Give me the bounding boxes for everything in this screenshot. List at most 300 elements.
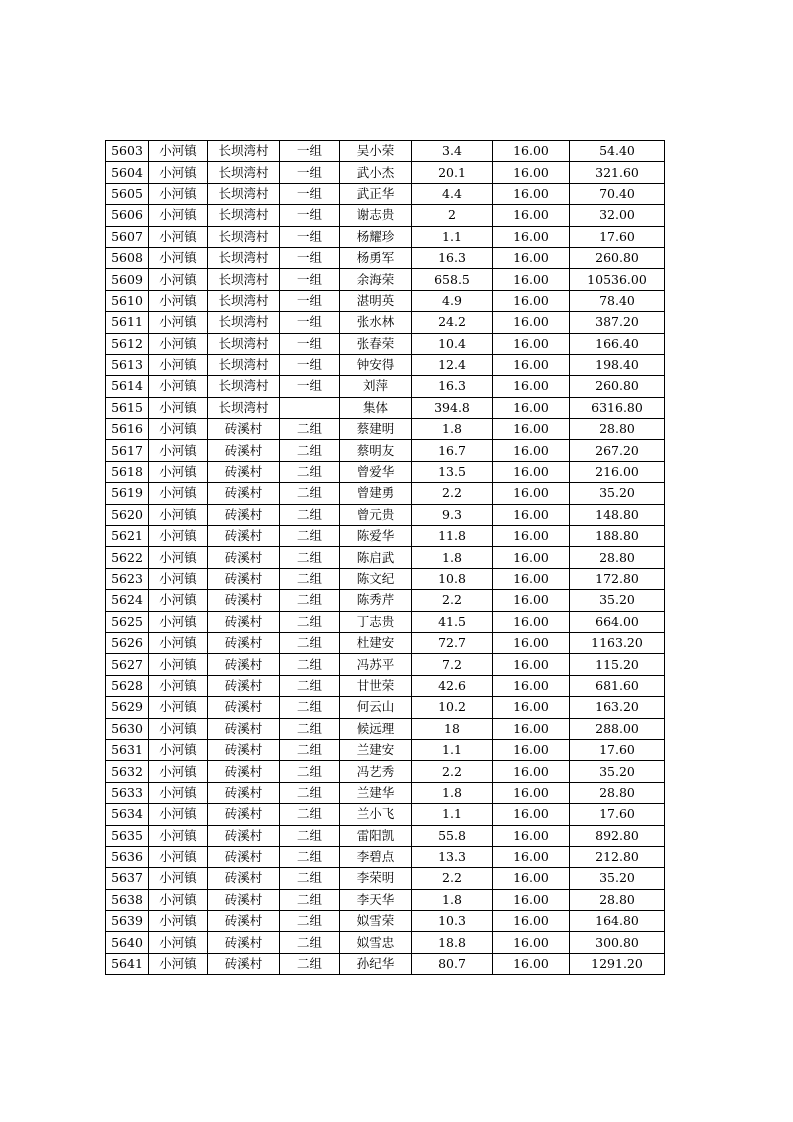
town-cell: 小河镇 xyxy=(149,440,208,461)
amount-cell: 6316.80 xyxy=(570,397,665,418)
group-cell: 二组 xyxy=(280,697,340,718)
amount-cell: 17.60 xyxy=(570,804,665,825)
name-cell: 兰建安 xyxy=(340,739,412,760)
amount-cell: 1163.20 xyxy=(570,632,665,653)
town-cell: 小河镇 xyxy=(149,889,208,910)
row-number-cell: 5614 xyxy=(106,376,149,397)
unit-price-cell: 16.00 xyxy=(493,953,570,974)
town-cell: 小河镇 xyxy=(149,611,208,632)
area-cell: 12.4 xyxy=(412,354,493,375)
town-cell: 小河镇 xyxy=(149,932,208,953)
village-cell: 长坝湾村 xyxy=(208,397,280,418)
group-cell: 二组 xyxy=(280,526,340,547)
name-cell: 李天华 xyxy=(340,889,412,910)
row-number-cell: 5612 xyxy=(106,333,149,354)
table-row xyxy=(106,183,665,204)
unit-price-cell: 16.00 xyxy=(493,141,570,162)
table-row xyxy=(106,611,665,632)
name-cell: 兰小飞 xyxy=(340,804,412,825)
amount-cell: 321.60 xyxy=(570,162,665,183)
amount-cell: 681.60 xyxy=(570,675,665,696)
group-cell: 二组 xyxy=(280,889,340,910)
unit-price-cell: 16.00 xyxy=(493,568,570,589)
village-cell: 砖溪村 xyxy=(208,697,280,718)
row-number-cell: 5625 xyxy=(106,611,149,632)
table-row xyxy=(106,162,665,183)
unit-price-cell: 16.00 xyxy=(493,761,570,782)
row-number-cell: 5618 xyxy=(106,461,149,482)
town-cell: 小河镇 xyxy=(149,526,208,547)
area-cell: 24.2 xyxy=(412,312,493,333)
town-cell: 小河镇 xyxy=(149,825,208,846)
town-cell: 小河镇 xyxy=(149,354,208,375)
table-row xyxy=(106,632,665,653)
group-cell: 二组 xyxy=(280,568,340,589)
town-cell: 小河镇 xyxy=(149,632,208,653)
row-number-cell: 5622 xyxy=(106,547,149,568)
amount-cell: 17.60 xyxy=(570,226,665,247)
unit-price-cell: 16.00 xyxy=(493,504,570,525)
group-cell: 二组 xyxy=(280,804,340,825)
town-cell: 小河镇 xyxy=(149,568,208,589)
town-cell: 小河镇 xyxy=(149,675,208,696)
village-cell: 砖溪村 xyxy=(208,761,280,782)
area-cell: 18 xyxy=(412,718,493,739)
town-cell: 小河镇 xyxy=(149,804,208,825)
town-cell: 小河镇 xyxy=(149,911,208,932)
group-cell: 二组 xyxy=(280,504,340,525)
village-cell: 砖溪村 xyxy=(208,825,280,846)
amount-cell: 78.40 xyxy=(570,290,665,311)
table-row xyxy=(106,932,665,953)
row-number-cell: 5609 xyxy=(106,269,149,290)
town-cell: 小河镇 xyxy=(149,376,208,397)
unit-price-cell: 16.00 xyxy=(493,718,570,739)
table-body xyxy=(106,141,665,975)
table-row xyxy=(106,333,665,354)
amount-cell: 387.20 xyxy=(570,312,665,333)
village-cell: 砖溪村 xyxy=(208,739,280,760)
unit-price-cell: 16.00 xyxy=(493,290,570,311)
name-cell: 刘萍 xyxy=(340,376,412,397)
area-cell: 16.7 xyxy=(412,440,493,461)
area-cell: 18.8 xyxy=(412,932,493,953)
village-cell: 砖溪村 xyxy=(208,782,280,803)
group-cell: 二组 xyxy=(280,654,340,675)
row-number-cell: 5619 xyxy=(106,483,149,504)
unit-price-cell: 16.00 xyxy=(493,932,570,953)
town-cell: 小河镇 xyxy=(149,290,208,311)
amount-cell: 198.40 xyxy=(570,354,665,375)
unit-price-cell: 16.00 xyxy=(493,312,570,333)
name-cell: 钟安得 xyxy=(340,354,412,375)
amount-cell: 212.80 xyxy=(570,846,665,867)
group-cell: 二组 xyxy=(280,611,340,632)
row-number-cell: 5621 xyxy=(106,526,149,547)
area-cell: 13.3 xyxy=(412,846,493,867)
group-cell: 一组 xyxy=(280,141,340,162)
row-number-cell: 5630 xyxy=(106,718,149,739)
group-cell: 一组 xyxy=(280,312,340,333)
amount-cell: 664.00 xyxy=(570,611,665,632)
row-number-cell: 5617 xyxy=(106,440,149,461)
town-cell: 小河镇 xyxy=(149,868,208,889)
area-cell: 394.8 xyxy=(412,397,493,418)
village-cell: 砖溪村 xyxy=(208,611,280,632)
row-number-cell: 5628 xyxy=(106,675,149,696)
area-cell: 1.1 xyxy=(412,739,493,760)
row-number-cell: 5608 xyxy=(106,247,149,268)
village-cell: 砖溪村 xyxy=(208,718,280,739)
unit-price-cell: 16.00 xyxy=(493,739,570,760)
table-row xyxy=(106,461,665,482)
name-cell: 余海荣 xyxy=(340,269,412,290)
area-cell: 2.2 xyxy=(412,483,493,504)
area-cell: 10.8 xyxy=(412,568,493,589)
row-number-cell: 5604 xyxy=(106,162,149,183)
unit-price-cell: 16.00 xyxy=(493,911,570,932)
group-cell: 二组 xyxy=(280,953,340,974)
row-number-cell: 5605 xyxy=(106,183,149,204)
area-cell: 4.9 xyxy=(412,290,493,311)
village-cell: 砖溪村 xyxy=(208,547,280,568)
group-cell xyxy=(280,397,340,418)
row-number-cell: 5626 xyxy=(106,632,149,653)
table-row xyxy=(106,846,665,867)
amount-cell: 163.20 xyxy=(570,697,665,718)
amount-cell: 28.80 xyxy=(570,419,665,440)
row-number-cell: 5633 xyxy=(106,782,149,803)
table-row xyxy=(106,675,665,696)
name-cell: 雷阳凯 xyxy=(340,825,412,846)
group-cell: 二组 xyxy=(280,761,340,782)
amount-cell: 188.80 xyxy=(570,526,665,547)
village-cell: 砖溪村 xyxy=(208,846,280,867)
village-cell: 砖溪村 xyxy=(208,483,280,504)
village-cell: 长坝湾村 xyxy=(208,226,280,247)
unit-price-cell: 16.00 xyxy=(493,675,570,696)
unit-price-cell: 16.00 xyxy=(493,247,570,268)
village-cell: 长坝湾村 xyxy=(208,141,280,162)
group-cell: 一组 xyxy=(280,183,340,204)
group-cell: 一组 xyxy=(280,205,340,226)
unit-price-cell: 16.00 xyxy=(493,376,570,397)
group-cell: 一组 xyxy=(280,376,340,397)
area-cell: 55.8 xyxy=(412,825,493,846)
row-number-cell: 5623 xyxy=(106,568,149,589)
town-cell: 小河镇 xyxy=(149,846,208,867)
amount-cell: 172.80 xyxy=(570,568,665,589)
area-cell: 42.6 xyxy=(412,675,493,696)
amount-cell: 148.80 xyxy=(570,504,665,525)
unit-price-cell: 16.00 xyxy=(493,205,570,226)
town-cell: 小河镇 xyxy=(149,226,208,247)
amount-cell: 115.20 xyxy=(570,654,665,675)
village-cell: 砖溪村 xyxy=(208,932,280,953)
table-row xyxy=(106,483,665,504)
group-cell: 二组 xyxy=(280,632,340,653)
village-cell: 长坝湾村 xyxy=(208,312,280,333)
name-cell: 吴小荣 xyxy=(340,141,412,162)
name-cell: 候远理 xyxy=(340,718,412,739)
table-row xyxy=(106,697,665,718)
unit-price-cell: 16.00 xyxy=(493,333,570,354)
group-cell: 一组 xyxy=(280,269,340,290)
area-cell: 11.8 xyxy=(412,526,493,547)
group-cell: 一组 xyxy=(280,354,340,375)
row-number-cell: 5624 xyxy=(106,590,149,611)
row-number-cell: 5631 xyxy=(106,739,149,760)
group-cell: 二组 xyxy=(280,483,340,504)
town-cell: 小河镇 xyxy=(149,419,208,440)
amount-cell: 166.40 xyxy=(570,333,665,354)
name-cell: 武小杰 xyxy=(340,162,412,183)
table-row xyxy=(106,354,665,375)
group-cell: 二组 xyxy=(280,932,340,953)
town-cell: 小河镇 xyxy=(149,761,208,782)
amount-cell: 28.80 xyxy=(570,547,665,568)
amount-cell: 28.80 xyxy=(570,889,665,910)
table-row xyxy=(106,761,665,782)
area-cell: 16.3 xyxy=(412,247,493,268)
unit-price-cell: 16.00 xyxy=(493,611,570,632)
amount-cell: 35.20 xyxy=(570,483,665,504)
row-number-cell: 5634 xyxy=(106,804,149,825)
area-cell: 1.8 xyxy=(412,889,493,910)
name-cell: 张水林 xyxy=(340,312,412,333)
group-cell: 一组 xyxy=(280,247,340,268)
row-number-cell: 5615 xyxy=(106,397,149,418)
unit-price-cell: 16.00 xyxy=(493,354,570,375)
name-cell: 蔡明友 xyxy=(340,440,412,461)
area-cell: 2.2 xyxy=(412,868,493,889)
village-cell: 砖溪村 xyxy=(208,804,280,825)
group-cell: 一组 xyxy=(280,290,340,311)
area-cell: 1.1 xyxy=(412,226,493,247)
row-number-cell: 5606 xyxy=(106,205,149,226)
subsidy-table xyxy=(105,140,665,975)
area-cell: 2 xyxy=(412,205,493,226)
town-cell: 小河镇 xyxy=(149,483,208,504)
village-cell: 长坝湾村 xyxy=(208,376,280,397)
unit-price-cell: 16.00 xyxy=(493,269,570,290)
table-row xyxy=(106,568,665,589)
row-number-cell: 5611 xyxy=(106,312,149,333)
group-cell: 二组 xyxy=(280,547,340,568)
table-row xyxy=(106,141,665,162)
area-cell: 4.4 xyxy=(412,183,493,204)
area-cell: 1.8 xyxy=(412,547,493,568)
name-cell: 甘世荣 xyxy=(340,675,412,696)
town-cell: 小河镇 xyxy=(149,397,208,418)
amount-cell: 35.20 xyxy=(570,761,665,782)
name-cell: 陈秀芹 xyxy=(340,590,412,611)
unit-price-cell: 16.00 xyxy=(493,419,570,440)
group-cell: 二组 xyxy=(280,419,340,440)
unit-price-cell: 16.00 xyxy=(493,654,570,675)
village-cell: 长坝湾村 xyxy=(208,247,280,268)
table-row xyxy=(106,868,665,889)
table-row xyxy=(106,397,665,418)
name-cell: 曾建勇 xyxy=(340,483,412,504)
table-row xyxy=(106,376,665,397)
row-number-cell: 5607 xyxy=(106,226,149,247)
village-cell: 砖溪村 xyxy=(208,590,280,611)
village-cell: 砖溪村 xyxy=(208,911,280,932)
town-cell: 小河镇 xyxy=(149,183,208,204)
town-cell: 小河镇 xyxy=(149,782,208,803)
group-cell: 二组 xyxy=(280,718,340,739)
area-cell: 1.8 xyxy=(412,782,493,803)
group-cell: 一组 xyxy=(280,333,340,354)
row-number-cell: 5639 xyxy=(106,911,149,932)
name-cell: 陈文纪 xyxy=(340,568,412,589)
unit-price-cell: 16.00 xyxy=(493,226,570,247)
table-row xyxy=(106,804,665,825)
village-cell: 砖溪村 xyxy=(208,654,280,675)
unit-price-cell: 16.00 xyxy=(493,547,570,568)
unit-price-cell: 16.00 xyxy=(493,162,570,183)
unit-price-cell: 16.00 xyxy=(493,889,570,910)
town-cell: 小河镇 xyxy=(149,205,208,226)
name-cell: 丁志贵 xyxy=(340,611,412,632)
table-row xyxy=(106,590,665,611)
village-cell: 砖溪村 xyxy=(208,675,280,696)
amount-cell: 10536.00 xyxy=(570,269,665,290)
name-cell: 蔡建明 xyxy=(340,419,412,440)
village-cell: 砖溪村 xyxy=(208,461,280,482)
amount-cell: 35.20 xyxy=(570,868,665,889)
area-cell: 2.2 xyxy=(412,590,493,611)
name-cell: 陈启武 xyxy=(340,547,412,568)
area-cell: 10.3 xyxy=(412,911,493,932)
unit-price-cell: 16.00 xyxy=(493,825,570,846)
unit-price-cell: 16.00 xyxy=(493,632,570,653)
name-cell: 谢志贵 xyxy=(340,205,412,226)
row-number-cell: 5641 xyxy=(106,953,149,974)
amount-cell: 164.80 xyxy=(570,911,665,932)
village-cell: 长坝湾村 xyxy=(208,354,280,375)
amount-cell: 260.80 xyxy=(570,247,665,268)
row-number-cell: 5637 xyxy=(106,868,149,889)
town-cell: 小河镇 xyxy=(149,547,208,568)
village-cell: 砖溪村 xyxy=(208,419,280,440)
town-cell: 小河镇 xyxy=(149,739,208,760)
table-row xyxy=(106,290,665,311)
town-cell: 小河镇 xyxy=(149,141,208,162)
amount-cell: 288.00 xyxy=(570,718,665,739)
name-cell: 李荣明 xyxy=(340,868,412,889)
group-cell: 二组 xyxy=(280,825,340,846)
unit-price-cell: 16.00 xyxy=(493,483,570,504)
name-cell: 姒雪忠 xyxy=(340,932,412,953)
table-row xyxy=(106,782,665,803)
town-cell: 小河镇 xyxy=(149,590,208,611)
area-cell: 20.1 xyxy=(412,162,493,183)
town-cell: 小河镇 xyxy=(149,312,208,333)
unit-price-cell: 16.00 xyxy=(493,697,570,718)
table-row xyxy=(106,526,665,547)
area-cell: 658.5 xyxy=(412,269,493,290)
unit-price-cell: 16.00 xyxy=(493,526,570,547)
group-cell: 一组 xyxy=(280,162,340,183)
table-row xyxy=(106,269,665,290)
town-cell: 小河镇 xyxy=(149,654,208,675)
name-cell: 姒雪荣 xyxy=(340,911,412,932)
table-row xyxy=(106,312,665,333)
amount-cell: 216.00 xyxy=(570,461,665,482)
amount-cell: 1291.20 xyxy=(570,953,665,974)
village-cell: 长坝湾村 xyxy=(208,205,280,226)
table-row xyxy=(106,547,665,568)
area-cell: 72.7 xyxy=(412,632,493,653)
row-number-cell: 5629 xyxy=(106,697,149,718)
amount-cell: 32.00 xyxy=(570,205,665,226)
town-cell: 小河镇 xyxy=(149,269,208,290)
unit-price-cell: 16.00 xyxy=(493,868,570,889)
village-cell: 长坝湾村 xyxy=(208,290,280,311)
town-cell: 小河镇 xyxy=(149,718,208,739)
town-cell: 小河镇 xyxy=(149,697,208,718)
table-row xyxy=(106,654,665,675)
village-cell: 砖溪村 xyxy=(208,953,280,974)
village-cell: 长坝湾村 xyxy=(208,269,280,290)
town-cell: 小河镇 xyxy=(149,247,208,268)
name-cell: 冯艺秀 xyxy=(340,761,412,782)
area-cell: 1.8 xyxy=(412,419,493,440)
name-cell: 兰建华 xyxy=(340,782,412,803)
amount-cell: 300.80 xyxy=(570,932,665,953)
area-cell: 7.2 xyxy=(412,654,493,675)
village-cell: 砖溪村 xyxy=(208,868,280,889)
group-cell: 二组 xyxy=(280,911,340,932)
row-number-cell: 5636 xyxy=(106,846,149,867)
name-cell: 杨勇军 xyxy=(340,247,412,268)
group-cell: 二组 xyxy=(280,846,340,867)
unit-price-cell: 16.00 xyxy=(493,397,570,418)
table-row xyxy=(106,247,665,268)
village-cell: 砖溪村 xyxy=(208,526,280,547)
row-number-cell: 5638 xyxy=(106,889,149,910)
village-cell: 砖溪村 xyxy=(208,440,280,461)
row-number-cell: 5613 xyxy=(106,354,149,375)
name-cell: 曾爱华 xyxy=(340,461,412,482)
amount-cell: 267.20 xyxy=(570,440,665,461)
area-cell: 3.4 xyxy=(412,141,493,162)
town-cell: 小河镇 xyxy=(149,162,208,183)
name-cell: 武正华 xyxy=(340,183,412,204)
table-row xyxy=(106,419,665,440)
area-cell: 16.3 xyxy=(412,376,493,397)
row-number-cell: 5616 xyxy=(106,419,149,440)
name-cell: 湛明英 xyxy=(340,290,412,311)
village-cell: 长坝湾村 xyxy=(208,183,280,204)
row-number-cell: 5632 xyxy=(106,761,149,782)
area-cell: 80.7 xyxy=(412,953,493,974)
village-cell: 砖溪村 xyxy=(208,889,280,910)
town-cell: 小河镇 xyxy=(149,953,208,974)
amount-cell: 28.80 xyxy=(570,782,665,803)
name-cell: 杨耀珍 xyxy=(340,226,412,247)
amount-cell: 892.80 xyxy=(570,825,665,846)
amount-cell: 35.20 xyxy=(570,590,665,611)
row-number-cell: 5620 xyxy=(106,504,149,525)
group-cell: 一组 xyxy=(280,226,340,247)
table-row xyxy=(106,825,665,846)
amount-cell: 70.40 xyxy=(570,183,665,204)
name-cell: 集体 xyxy=(340,397,412,418)
group-cell: 二组 xyxy=(280,782,340,803)
